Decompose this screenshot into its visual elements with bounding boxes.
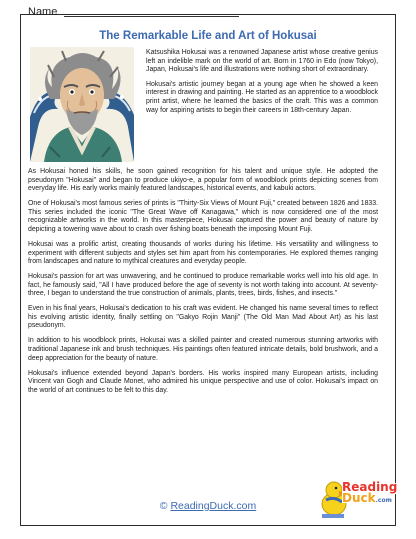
copyright-symbol: © — [159, 500, 168, 512]
name-label: Name — [28, 6, 58, 18]
body-paragraph-6: In addition to his woodblock prints, Hokusai was a skilled painter and created numerous stunning artworks with traditional Japanese ink and brush techniques. His paintings often featured intricate details, bold brushwork, and a deep appreciation for the beauty of nature. — [28, 337, 378, 362]
logo-word-duck: Duck — [342, 491, 376, 505]
logo-wordmark — [342, 482, 397, 506]
body-paragraph-2: One of Hokusai's most famous series of prints is "Thirty-Six Views of Mount Fuji," created between 1826 and 1833. This series included the iconic "The Great Wave off Kanagawa," which is now considered one of the most recognizable artworks in the world. In this masterpiece, Hokusai captured the power and beauty of nature by depicting a towering wave about to crash over fishing boats beneath the imposing Mount Fuji. — [28, 200, 378, 233]
body-paragraph-3: Hokusai was a prolific artist, creating thousands of works during his lifetime. His versatility and willingness to experiment with different subjects and styles set him apart from his contemporaries. He explored themes ranging from landscapes and nature to mythical creatures and everyday people. — [28, 240, 378, 266]
logo-word-duck-row — [342, 493, 397, 506]
logo-word-reading: Reading — [342, 480, 398, 494]
body-paragraph-4: Hokusai's passion for art was unwavering, and he continued to produce remarkable works well into his old age. In fact, he famously said, "All I have produced before the age of seventy is not worth taking into account. At seventy-three, I began to understand the true construction of animals, plants, trees, birds, fishes, and insects." — [28, 273, 378, 298]
body-paragraph-7: Hokusai's influence extended beyond Japan's borders. His works inspired many European artists, including Vincent van Gogh and Claude Monet, who admired his unique perspective and use of color. Hokusai's impact on the world of art continues to be felt to this day. — [28, 369, 378, 394]
intro-text-block — [146, 49, 378, 121]
site-link[interactable]: ReadingDuck.com — [170, 500, 257, 512]
body-paragraph-5: Even in his final years, Hokusai's dedication to his craft was evident. He changed his name several times to reflect his evolving artistic identity, finally settling on "Gakyo Rojin Manji" (The Old Man Mad About Art) as his last pseudonym. — [28, 305, 378, 330]
name-blank-line[interactable] — [64, 16, 239, 17]
intro-paragraph-1: Katsushika Hokusai was a renowned Japanese artist whose creative genius left an indelible mark on the world of art. Born in 1760 in Edo (now Tokyo), Japan, Hokusai's life and illustrations were nothing short of extraordinary. — [146, 49, 378, 74]
article-body — [28, 168, 378, 402]
body-paragraph-1: As Hokusai honed his skills, he soon gained recognition for his talent and unique style. He adopted the pseudonym "Hokusai" and began to produce ukiyo-e, a popular form of woodblock prints depicting scenes from everyday life. His early works mainly featured landscapes, historical events, and kabuki actors. — [28, 168, 378, 193]
hokusai-portrait-illustration — [30, 47, 134, 162]
logo-suffix: .com — [375, 497, 392, 504]
intro-paragraph-2: Hokusai's artistic journey began at a young age when he showed a keen interest in drawing and painting. He started as an apprentice to a woodblock print artist, where he learned the basics of the craft. This was a common way for aspiring artists to begin their careers in 18th-century Japan. — [146, 80, 378, 114]
name-field[interactable] — [28, 6, 239, 18]
page-title: The Remarkable Life and Art of Hokusai — [99, 30, 317, 42]
